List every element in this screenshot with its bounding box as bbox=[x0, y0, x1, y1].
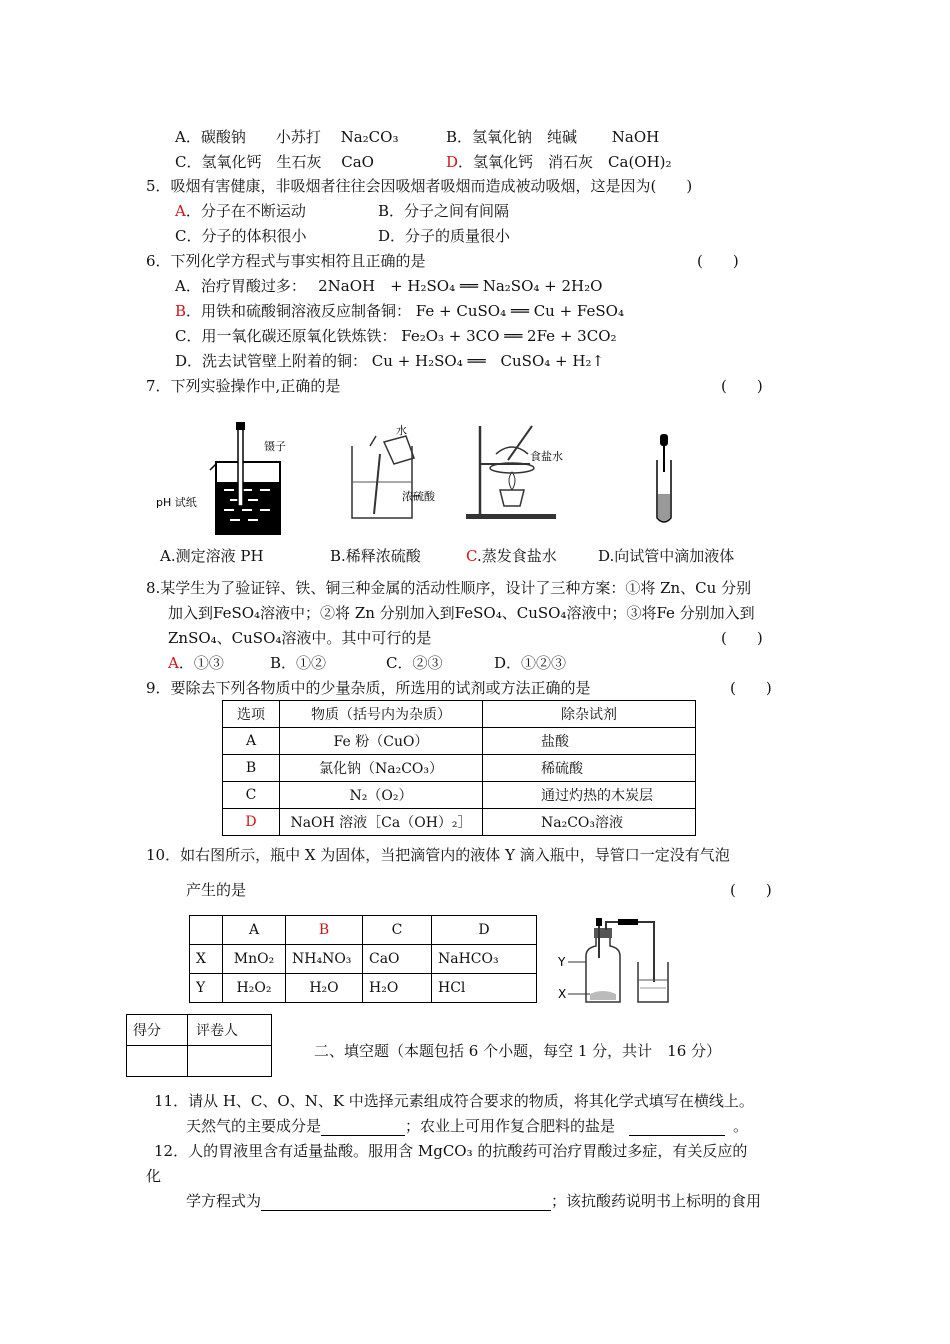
q12-line-1: 12．人的胃液里含有适量盐酸。服用含 MgCO₃ 的抗酸药可治疗胃酸过多症，有关反应的 bbox=[154, 1142, 748, 1160]
table-row bbox=[223, 701, 696, 728]
q7-option-d: D.向试管中滴加液体 bbox=[598, 547, 735, 565]
q7-figure-b bbox=[340, 424, 450, 524]
q5-option-d: D．分子的质量很小 bbox=[378, 227, 511, 245]
table-row bbox=[223, 782, 696, 809]
q10-cell: HCl bbox=[432, 974, 537, 1003]
q6-option-b: B．用铁和硫酸铜溶液反应制备铜： Fe + CuSO₄ ══ Cu + FeSO₄ bbox=[175, 302, 624, 320]
q10-cell: A bbox=[223, 916, 286, 945]
q5-stem: 5．吸烟有害健康，非吸烟者往往会因吸烟者吸烟而造成被动吸烟，这是因为( ) bbox=[146, 177, 693, 195]
q9-stem: 9．要除去下列各物质中的少量杂质，所选用的试剂或方法正确的是 bbox=[146, 679, 591, 697]
q9-cell: Fe 粉（CuO） bbox=[280, 728, 483, 755]
q10-table bbox=[189, 915, 537, 1003]
q8-option-d: D．①②③ bbox=[494, 654, 567, 672]
q12-prompt-dosage: ；该抗酸药说明书上标明的食用 bbox=[551, 1192, 762, 1210]
q10-paren: ( ) bbox=[730, 881, 772, 899]
section-2-title: 二、填空题（本题包括 6 个小题，每空 1 分，共计 16 分） bbox=[314, 1042, 722, 1060]
q6-option-c: C．用一氧化碳还原氧化铁炼铁： Fe₂O₃ + 3CO ══ 2Fe + 3CO₂ bbox=[175, 327, 617, 345]
q9-cell: 氯化钠（Na₂CO₃） bbox=[280, 755, 483, 782]
q7-stem: 7．下列实验操作中,正确的是 bbox=[146, 377, 341, 395]
q10-cell: C bbox=[363, 916, 432, 945]
q9-cell: NaOH 溶液［Ca（OH）₂］ bbox=[280, 809, 483, 836]
q8-option-b: B．①② bbox=[270, 654, 327, 672]
q8-line-1: 8.某学生为了验证锌、铁、铜三种金属的活动性顺序，设计了三种方案：①将 Zn、Cu 分别 bbox=[146, 579, 752, 597]
q8-line-2: 加入到FeSO₄溶液中；②将 Zn 分别加入到FeSO₄、CuSO₄溶液中；③将Fe 分别加入到 bbox=[168, 604, 755, 622]
q11-line-2 bbox=[186, 1116, 748, 1136]
q12-line-3 bbox=[186, 1191, 761, 1211]
q11-answer-fertilizer-blank[interactable] bbox=[629, 1119, 725, 1136]
q10-cell: NaHCO₃ bbox=[432, 945, 537, 974]
q10-cell bbox=[190, 916, 223, 945]
q10-label-y: Y bbox=[558, 955, 566, 969]
q9-cell: D bbox=[223, 809, 280, 836]
q5-option-c: C．分子的体积很小 bbox=[175, 227, 307, 245]
q7-figure-a bbox=[150, 420, 310, 540]
q10-cell: CaO bbox=[363, 945, 432, 974]
table-row bbox=[223, 809, 696, 836]
q12-prompt-equation: 学方程式为 bbox=[186, 1192, 262, 1210]
q10-cell: MnO₂ bbox=[223, 945, 286, 974]
reviewer-label: 评卷人 bbox=[188, 1015, 272, 1046]
q10-cell: D bbox=[432, 916, 537, 945]
q9-cell: 盐酸 bbox=[483, 728, 696, 755]
q11-prompt-fertilizer: ；农业上可用作复合肥料的盐是 bbox=[405, 1117, 616, 1135]
q6-option-a: A．治疗胃酸过多： 2NaOH + H₂SO₄ ══ Na₂SO₄ + 2H₂O bbox=[175, 277, 603, 295]
q4-option-c: C．氢氧化钙 生石灰 CaO bbox=[175, 153, 374, 171]
q6-option-d: D．洗去试管壁上附着的铜： Cu + H₂SO₄ ══ CuSO₄ + H₂↑ bbox=[175, 352, 605, 370]
q9-header-substance: 物质（括号内为杂质） bbox=[280, 701, 483, 728]
q4-option-a: A．碳酸钠 小苏打 Na₂CO₃ bbox=[175, 128, 399, 146]
q9-header-option: 选项 bbox=[223, 701, 280, 728]
q4-option-b: B．氢氧化钠 纯碱 NaOH bbox=[446, 128, 660, 146]
q7-label-ph: pH 试纸 bbox=[156, 496, 197, 509]
q8-option-a: A．①③ bbox=[168, 654, 224, 672]
table-row bbox=[223, 728, 696, 755]
q6-stem: 6．下列化学方程式与事实相符且正确的是 bbox=[146, 252, 426, 270]
q9-cell: A bbox=[223, 728, 280, 755]
q7-option-a: A.测定溶液 PH bbox=[160, 547, 264, 565]
q4-option-d-text: ．氢氧化钙 消石灰 Ca(OH)₂ bbox=[458, 153, 672, 171]
q7-option-c: C.蒸发食盐水 bbox=[466, 547, 557, 565]
table-row bbox=[127, 1046, 272, 1077]
table-row bbox=[190, 974, 537, 1003]
q7-figure-c bbox=[460, 420, 570, 520]
table-row bbox=[190, 945, 537, 974]
q10-label-x: X bbox=[558, 987, 567, 1001]
q8-paren: ( ) bbox=[721, 629, 763, 647]
q11-prompt-gas: 天然气的主要成分是 bbox=[186, 1117, 322, 1135]
q9-cell: 通过灼热的木炭层 bbox=[483, 782, 696, 809]
q10-cell: X bbox=[190, 945, 223, 974]
table-row bbox=[223, 755, 696, 782]
q5-option-b: B．分子之间有间隔 bbox=[378, 202, 510, 220]
q7-label-salt: 食盐水 bbox=[530, 450, 563, 463]
score-box bbox=[126, 1014, 272, 1077]
q9-cell: N₂（O₂） bbox=[280, 782, 483, 809]
q9-header-reagent: 除杂试剂 bbox=[483, 701, 696, 728]
q10-apparatus bbox=[556, 918, 686, 1008]
q9-cell: B bbox=[223, 755, 280, 782]
score-cell[interactable] bbox=[127, 1046, 188, 1077]
q12-line-2: 化 bbox=[146, 1167, 162, 1185]
q7-label-water: 水 bbox=[396, 424, 407, 437]
q7-label-tweezers: 镊子 bbox=[264, 440, 286, 453]
q8-line-3: ZnSO₄、CuSO₄溶液中。其中可行的是 bbox=[168, 629, 432, 647]
q9-cell: Na₂CO₃溶液 bbox=[483, 809, 696, 836]
q10-cell: Y bbox=[190, 974, 223, 1003]
q12-answer-equation-blank[interactable] bbox=[261, 1194, 551, 1211]
q5-option-a: A．分子在不断运动 bbox=[175, 202, 306, 220]
reviewer-cell[interactable] bbox=[188, 1046, 272, 1077]
q11-period: 。 bbox=[733, 1117, 749, 1135]
q8-option-c: C．②③ bbox=[386, 654, 443, 672]
q11-line-1: 11．请从 H、C、O、N、K 中选择元素组成符合要求的物质，将其化学式填写在横线上。 bbox=[154, 1092, 754, 1110]
q10-cell: H₂O bbox=[286, 974, 363, 1003]
q7-paren: ( ) bbox=[721, 377, 763, 395]
q9-table bbox=[222, 700, 696, 836]
q9-cell: 稀硫酸 bbox=[483, 755, 696, 782]
q10-cell: B bbox=[286, 916, 363, 945]
q10-line-2: 产生的是 bbox=[186, 881, 247, 899]
q10-cell: NH₄NO₃ bbox=[286, 945, 363, 974]
score-label: 得分 bbox=[127, 1015, 188, 1046]
table-row bbox=[127, 1015, 272, 1046]
q7-figure-d bbox=[645, 432, 685, 527]
q4-option-d: D．氢氧化钙 消石灰 Ca(OH)₂ bbox=[446, 153, 672, 171]
q10-cell: H₂O₂ bbox=[223, 974, 286, 1003]
q7-label-acid: 浓硫酸 bbox=[402, 490, 435, 503]
q9-cell: C bbox=[223, 782, 280, 809]
q11-answer-gas-blank[interactable] bbox=[321, 1119, 405, 1136]
q10-cell: H₂O bbox=[363, 974, 432, 1003]
q6-paren: ( ) bbox=[697, 252, 739, 270]
q10-line-1: 10．如右图所示，瓶中 X 为固体，当把滴管内的液体 Y 滴入瓶中，导管口一定没有气泡 bbox=[146, 846, 730, 864]
table-row bbox=[190, 916, 537, 945]
q9-paren: ( ) bbox=[730, 679, 772, 697]
q7-option-b: B.稀释浓硫酸 bbox=[330, 547, 421, 565]
